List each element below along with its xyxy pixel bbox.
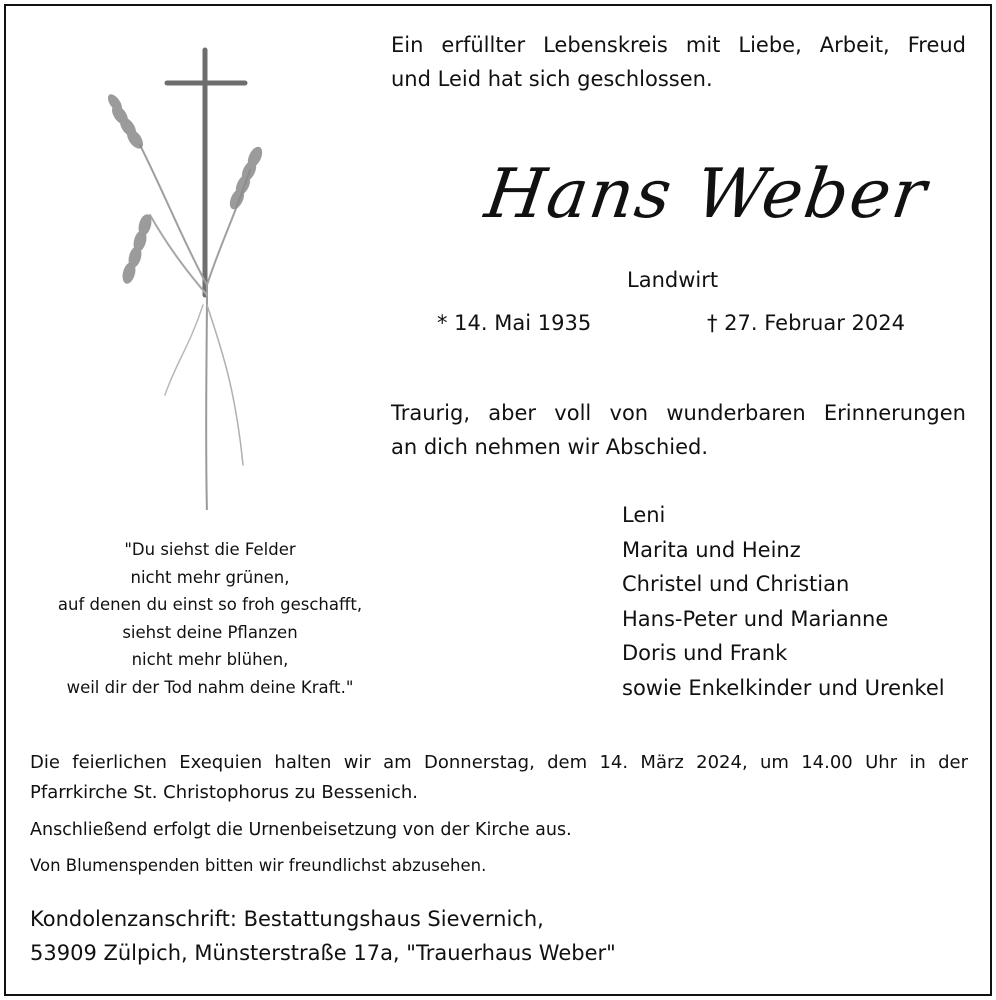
service-line-2: Pfarrkirche St. Christophorus zu Bessenich. [30, 782, 419, 803]
condolence-line-2: 53909 Zülpich, Münsterstraße 17a, "Trauerhaus Weber" [30, 941, 616, 965]
mourner-name: sowie Enkelkinder und Urenkel [622, 675, 945, 700]
farewell-line-1: Traurig, aber voll von wunderbaren Erinnerungen [391, 401, 966, 425]
cross-with-wheat-icon [95, 45, 265, 510]
intro-line-1: Ein erfüllter Lebenskreis mit Liebe, Arbeit, Freud [391, 33, 966, 57]
mourner-name: Leni [622, 503, 666, 527]
poem-line: siehst deine Pflanzen [122, 622, 298, 642]
mourner-name: Doris und Frank [622, 641, 788, 666]
service-info [30, 748, 968, 808]
poem-line: "Du siehst die Felder [124, 540, 296, 559]
condolence-line-1: Kondolenzanschrift: Bestattungshaus Sievernich, [30, 907, 544, 931]
poem-line: auf denen du einst so froh geschafft, [57, 595, 363, 614]
mourner-name: Hans-Peter und Marianne [622, 606, 889, 631]
flowers-note: Von Blumenspenden bitten wir freundlichst abzusehen. [30, 856, 487, 875]
poem [20, 536, 400, 701]
mourner-name: Christel und Christian [622, 572, 850, 597]
service-line-1: Die feierlichen Exequien halten wir am Donnerstag, dem 14. März 2024, um 14.00 Uhr in der [30, 752, 968, 773]
condolence-address [30, 902, 616, 970]
birth-date: * 14. Mai 1935 [437, 311, 592, 335]
death-date: † 27. Februar 2024 [707, 311, 905, 335]
farewell-line-2: an dich nehmen wir Abschied. [391, 435, 709, 459]
intro-text [391, 28, 966, 96]
farewell-text [391, 396, 966, 464]
intro-line-2: und Leid hat sich geschlossen. [391, 67, 713, 91]
poem-line: nicht mehr grünen, [130, 567, 290, 587]
deceased-name: Hans Weber [480, 155, 933, 234]
mourners-list [622, 498, 945, 706]
poem-line: nicht mehr blühen, [131, 650, 289, 669]
deceased-occupation: Landwirt [627, 268, 719, 292]
poem-line: weil dir der Tod nahm deine Kraft." [66, 677, 354, 697]
burial-info: Anschließend erfolgt die Urnenbeisetzung von der Kirche aus. [30, 820, 572, 840]
mourner-name: Marita und Heinz [622, 537, 801, 562]
